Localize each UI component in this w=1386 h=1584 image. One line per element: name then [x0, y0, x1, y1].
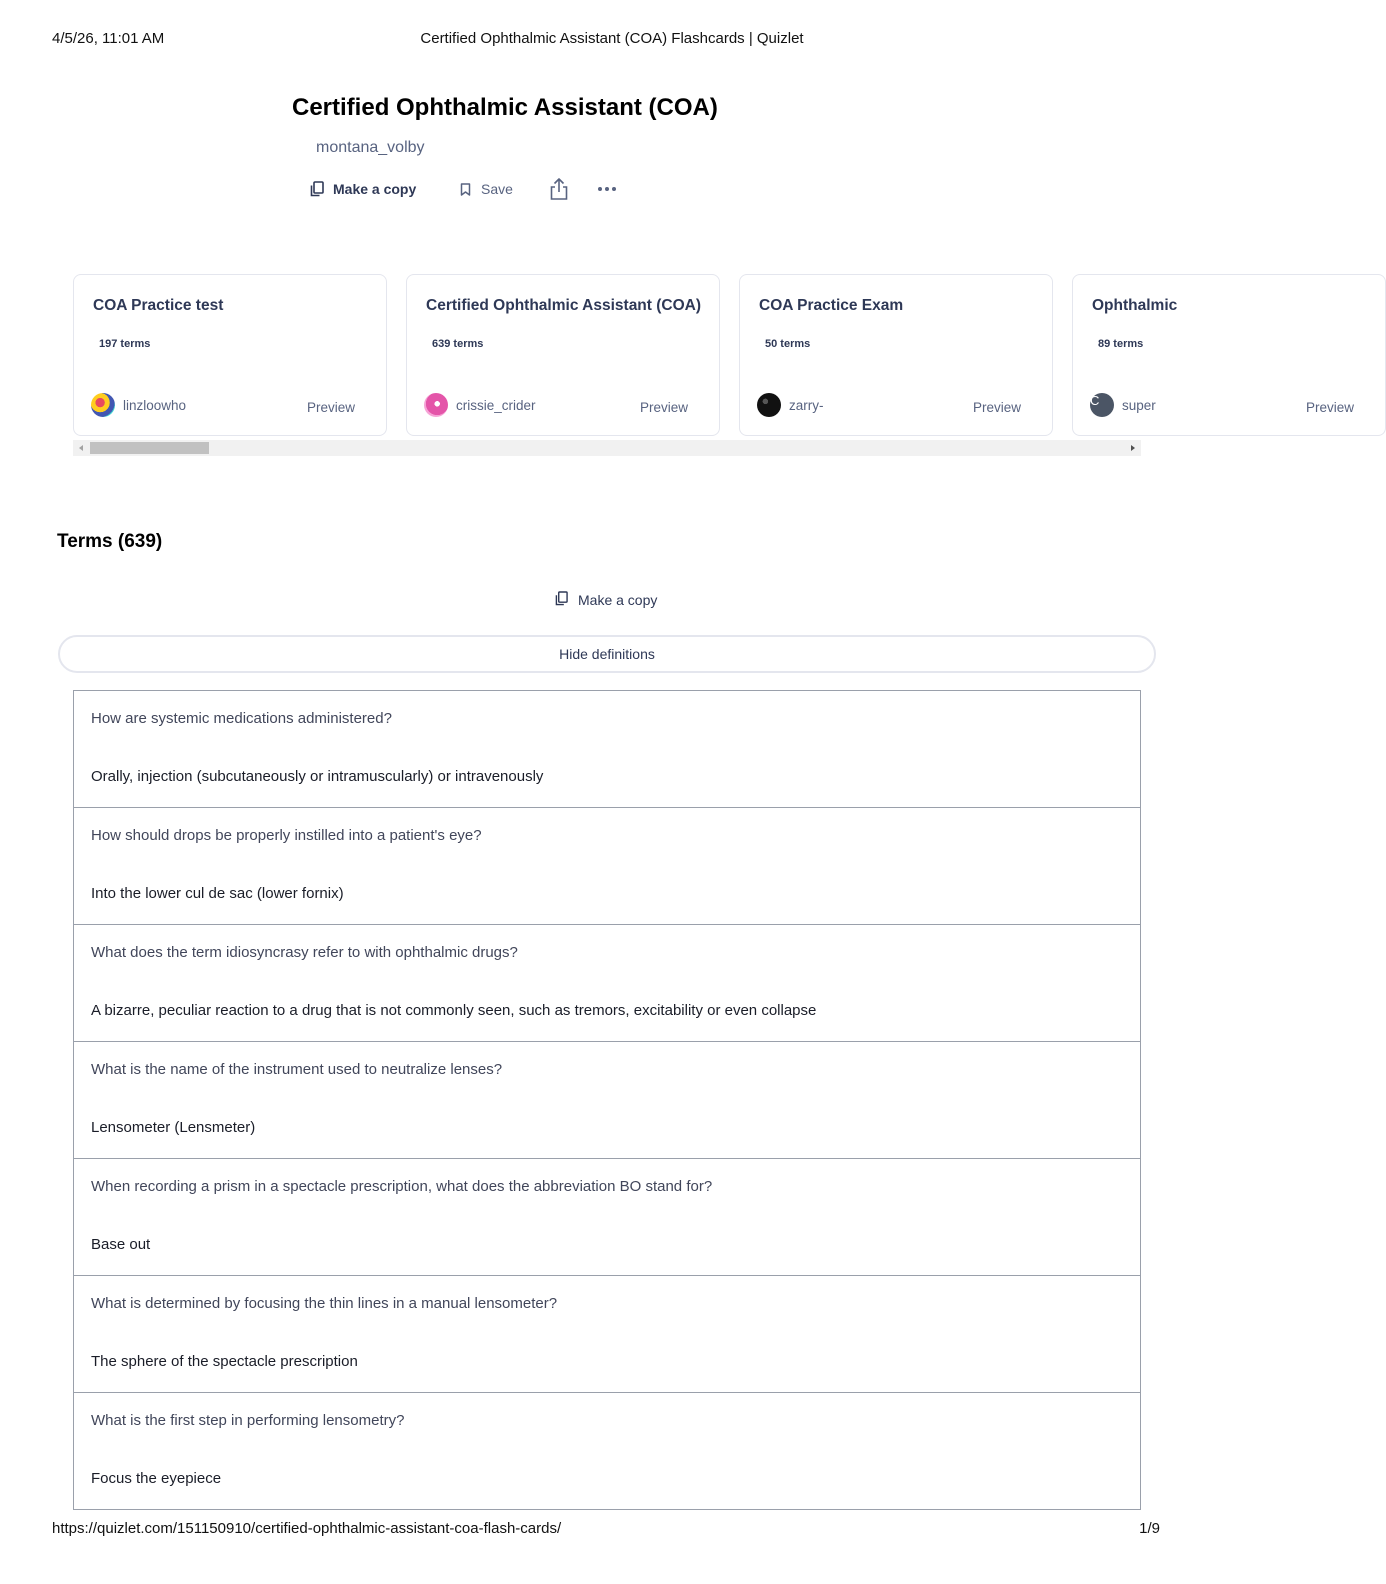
related-set-card[interactable] [406, 274, 720, 436]
avatar [757, 393, 781, 417]
make-a-copy-label: Make a copy [578, 592, 658, 608]
scroll-left-icon[interactable] [79, 445, 83, 451]
related-set-username: zarry- [789, 397, 824, 413]
definition-text: Orally, injection (subcutaneously or intramuscularly) or intravenously [91, 768, 544, 785]
term-text: When recording a prism in a spectacle prescription, what does the abbreviation BO stand for? [91, 1178, 713, 1195]
term-text: How should drops be properly instilled into a patient's eye? [91, 827, 482, 844]
related-set-username: super [1122, 397, 1156, 413]
term-text: What does the term idiosyncrasy refer to with ophthalmic drugs? [91, 944, 518, 961]
related-set-term-count: 639 terms [432, 338, 484, 350]
scroll-right-icon[interactable] [1131, 445, 1135, 451]
term-row [74, 808, 1140, 925]
print-header [52, 30, 1172, 50]
scrollbar-thumb[interactable] [90, 442, 209, 454]
print-url: https://quizlet.com/151150910/certified-ophthalmic-assistant-coa-flash-cards/ [52, 1520, 562, 1537]
preview-button[interactable]: Preview [307, 400, 356, 415]
related-set-term-count: 197 terms [99, 338, 151, 350]
print-datetime: 4/5/26, 11:01 AM [52, 30, 165, 47]
related-set-title: Certified Ophthalmic Assistant (COA) [426, 297, 702, 314]
related-set-user[interactable] [1090, 393, 1156, 417]
related-set-title: COA Practice Exam [759, 297, 904, 314]
related-set-term-count: 50 terms [765, 338, 811, 350]
related-set-title: Ophthalmic [1092, 297, 1178, 314]
print-page-number: 1/9 [1139, 1520, 1160, 1537]
related-set-user[interactable] [757, 393, 824, 417]
set-author[interactable]: montana_volby [316, 139, 425, 156]
related-set-card[interactable] [739, 274, 1053, 436]
more-options-button[interactable] [597, 176, 617, 202]
term-row [74, 1042, 1140, 1159]
bookmark-icon [460, 183, 471, 196]
carousel-scrollbar[interactable] [73, 440, 1141, 456]
term-row [74, 691, 1140, 808]
definition-text: Into the lower cul de sac (lower fornix) [91, 885, 344, 902]
related-set-card[interactable] [1072, 274, 1386, 436]
save-label: Save [481, 181, 513, 197]
share-button[interactable] [550, 176, 568, 202]
related-set-username: linzloowho [123, 397, 187, 413]
copy-icon [310, 181, 324, 197]
term-text: What is determined by focusing the thin lines in a manual lensometer? [91, 1295, 558, 1312]
term-list [73, 690, 1141, 1510]
make-a-copy-button-terms[interactable] [555, 589, 657, 611]
more-dots-icon [597, 186, 617, 192]
avatar [91, 393, 115, 417]
hide-definitions-button[interactable]: Hide definitions [58, 635, 1156, 673]
definition-text: Base out [91, 1236, 151, 1253]
term-row [74, 1276, 1140, 1393]
term-text: What is the first step in performing lensometry? [91, 1412, 405, 1429]
related-set-username: crissie_crider [456, 397, 536, 413]
print-footer [52, 1520, 1160, 1540]
set-title: Certified Ophthalmic Assistant (COA) [292, 94, 718, 121]
term-text: What is the name of the instrument used to neutralize lenses? [91, 1061, 503, 1078]
definition-text: The sphere of the spectacle prescription [91, 1353, 358, 1370]
preview-button[interactable]: Preview [973, 400, 1022, 415]
definition-text: Focus the eyepiece [91, 1470, 222, 1487]
related-set-term-count: 89 terms [1098, 338, 1144, 350]
term-text: How are systemic medications administered? [91, 710, 392, 727]
preview-button[interactable]: Preview [1306, 400, 1355, 415]
copy-icon [555, 591, 568, 609]
definition-text: A bizarre, peculiar reaction to a drug that is not commonly seen, such as tremors, excitability or even collapse [91, 1002, 817, 1019]
save-button[interactable] [460, 176, 513, 202]
related-set-card[interactable] [73, 274, 387, 436]
avatar: C [1090, 393, 1114, 417]
related-set-user[interactable] [424, 393, 536, 417]
term-row [74, 1393, 1140, 1510]
make-a-copy-label: Make a copy [333, 181, 417, 197]
definition-text: Lensometer (Lensmeter) [91, 1119, 256, 1136]
make-a-copy-button[interactable] [310, 176, 416, 202]
preview-button[interactable]: Preview [640, 400, 689, 415]
print-doc-title: Certified Ophthalmic Assistant (COA) Flashcards | Quizlet [420, 30, 804, 47]
share-icon [550, 178, 568, 200]
term-row [74, 925, 1140, 1042]
related-set-title: COA Practice test [93, 297, 224, 314]
term-row [74, 1159, 1140, 1276]
terms-heading: Terms (639) [57, 531, 163, 552]
related-set-user[interactable] [91, 393, 186, 417]
avatar [424, 393, 448, 417]
related-sets-carousel [73, 272, 1355, 456]
